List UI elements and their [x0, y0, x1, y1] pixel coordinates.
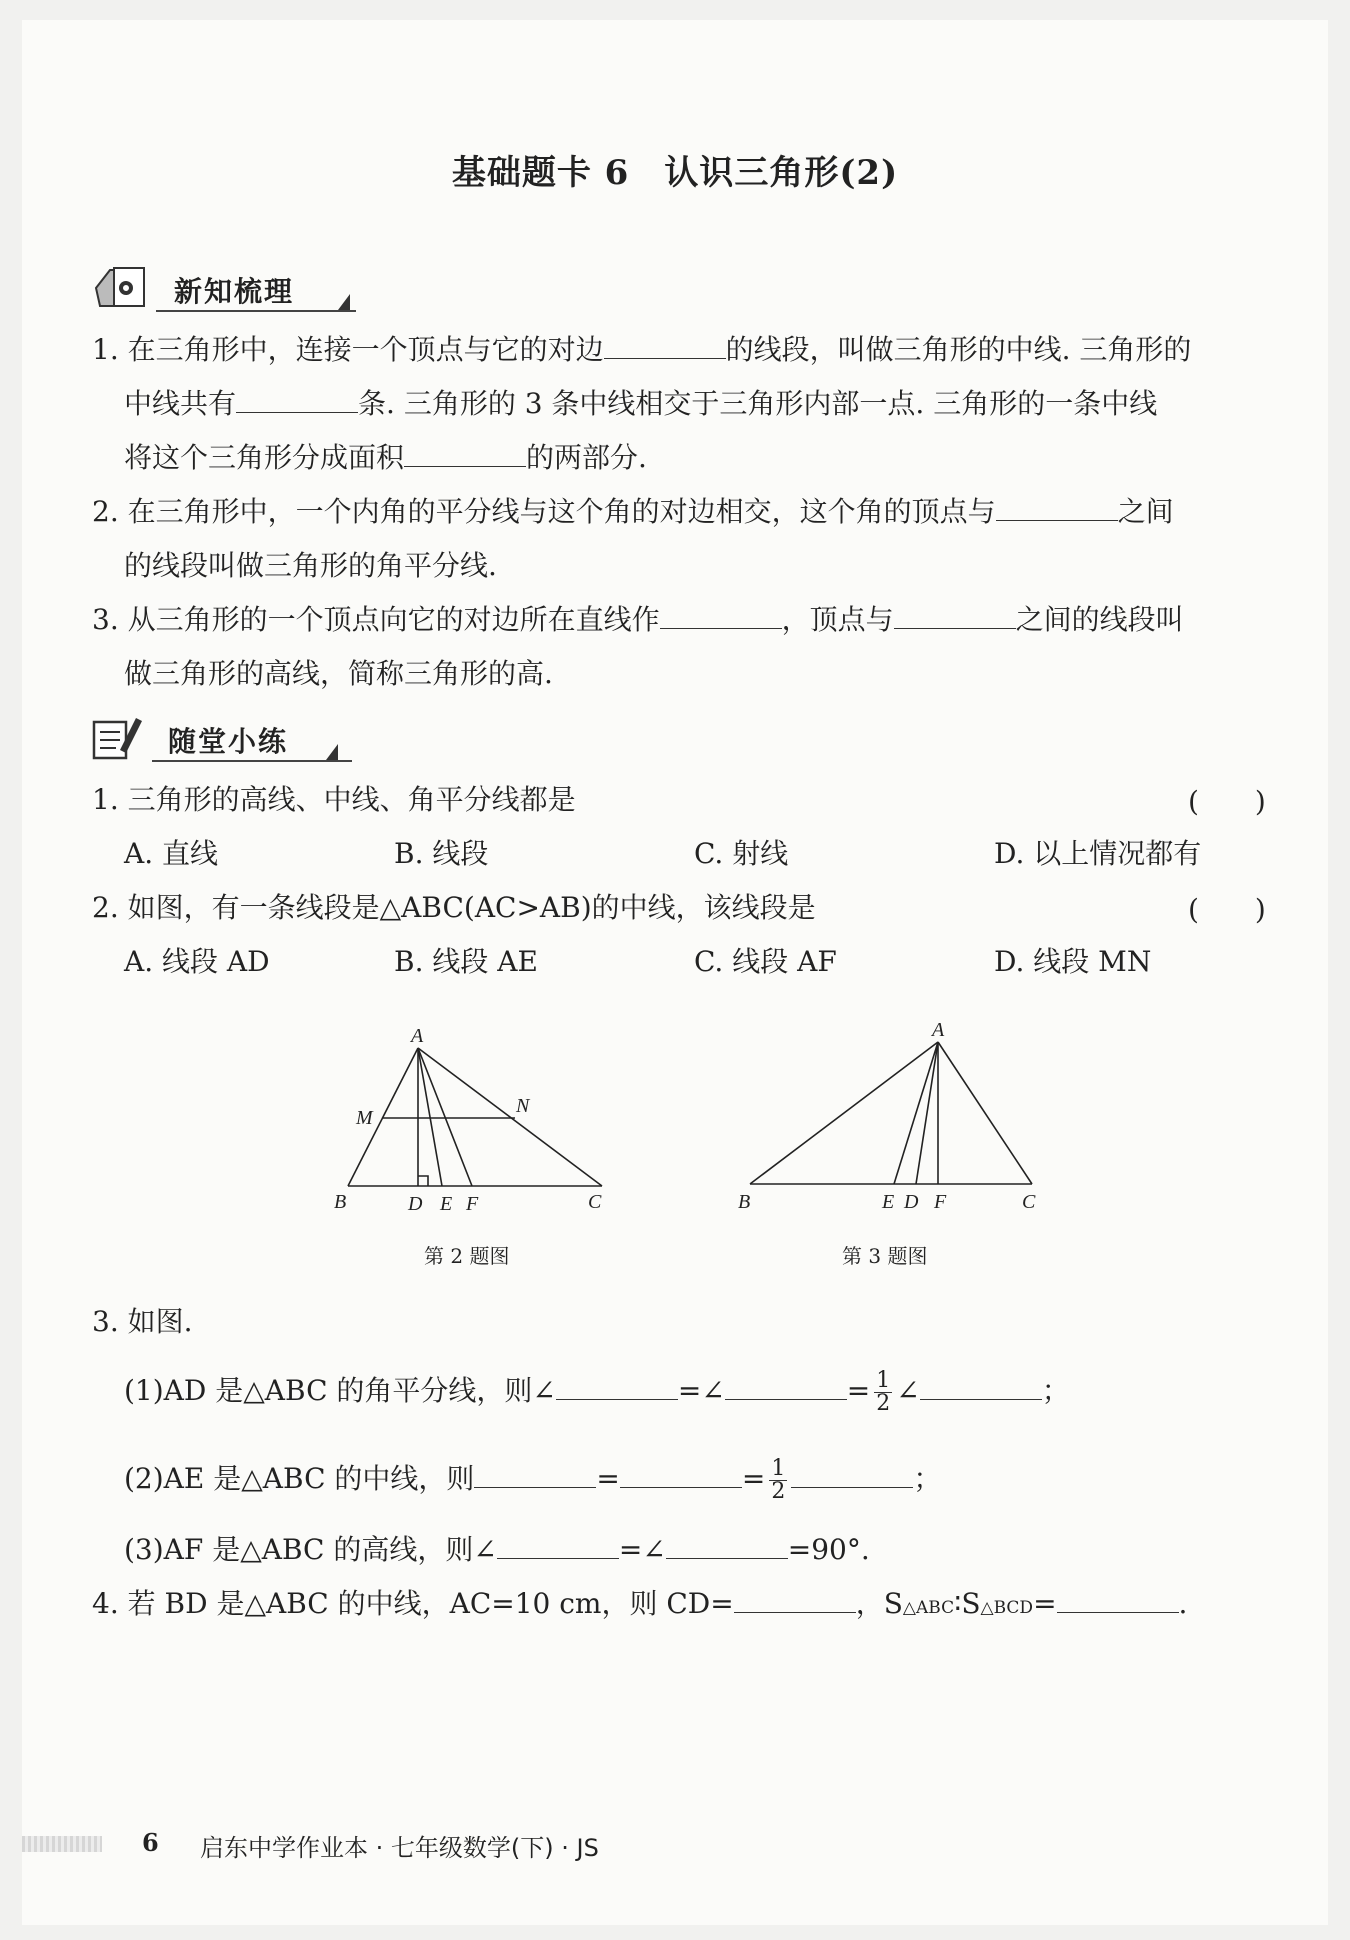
fig2-label-B: B	[334, 1191, 347, 1213]
fig3-label-A: A	[932, 1019, 945, 1041]
practice-q3-part1: (1)AD 是△ABC 的角平分线，则∠ =∠ = $\frac{1}{2}$ ∠ ；	[124, 1368, 1070, 1416]
answer-blank[interactable]	[474, 1459, 596, 1488]
answer-blank[interactable]	[894, 600, 1016, 629]
practice-q2-choice-c[interactable]: C. 线段 AF	[694, 945, 837, 978]
answer-blank[interactable]	[556, 1371, 678, 1400]
knowledge-q2-line2: 的线段叫做三角形的角平分线.	[124, 549, 497, 582]
practice-q2: 2. 如图，有一条线段是△ABC(AC>AB)的中线，该线段是	[92, 891, 816, 924]
fig3-label-F: F	[934, 1191, 947, 1213]
answer-blank[interactable]	[725, 1371, 847, 1400]
practice-q2-choice-b[interactable]: B. 线段 AE	[394, 945, 538, 978]
answer-blank[interactable]	[497, 1530, 619, 1559]
section-knowledge-title: 新知梳理	[174, 275, 295, 308]
fig2-label-N: N	[516, 1095, 530, 1117]
figure-q2-caption: 第 2 题图	[424, 1244, 510, 1268]
section-practice-header	[90, 712, 360, 766]
page-title: 基础题卡 6 认识三角形(2)	[451, 153, 899, 193]
section-practice-title: 随堂小练	[168, 725, 289, 758]
knowledge-q1-line3: 将这个三角形分成面积 的两部分.	[124, 438, 647, 478]
page-number: 6	[142, 1828, 159, 1857]
figure-q3-caption: 第 3 题图	[842, 1244, 928, 1268]
knowledge-q3-line2: 做三角形的高线，简称三角形的高.	[124, 657, 553, 690]
practice-q2-choice-a[interactable]: A. 线段 AD	[124, 945, 270, 978]
practice-q2-answer-paren[interactable]: ( )	[1188, 893, 1266, 926]
camera-book-icon	[92, 262, 154, 314]
fig2-label-E: E	[440, 1193, 453, 1215]
fig3-label-C: C	[1022, 1191, 1036, 1213]
practice-q1-choice-c[interactable]: C. 射线	[694, 837, 789, 870]
practice-q3: 3. 如图.	[92, 1305, 193, 1338]
fig3-label-B: B	[738, 1191, 751, 1213]
answer-blank[interactable]	[666, 1530, 788, 1559]
fig2-label-D: D	[408, 1193, 423, 1215]
fig2-label-M: M	[356, 1107, 373, 1129]
practice-q4: 4. 若 BD 是△ABC 的中线，AC=10 cm，则 CD= ，S△ABC∶S△BCD= .	[92, 1584, 1187, 1628]
fig2-label-F: F	[466, 1193, 479, 1215]
practice-q1: 1. 三角形的高线、中线、角平分线都是	[92, 783, 576, 816]
knowledge-q3-line1: 3. 从三角形的一个顶点向它的对边所在直线作 ，顶点与 之间的线段叫	[92, 600, 1184, 640]
answer-blank[interactable]	[604, 330, 726, 359]
practice-q3-part3: (3)AF 是△ABC 的高线，则∠ =∠ =90°.	[124, 1530, 870, 1570]
answer-blank[interactable]	[920, 1371, 1042, 1400]
book-title: 启东中学作业本 · 七年级数学(下) · JS	[200, 1834, 599, 1862]
practice-q3-part2: (2)AE 是△ABC 的中线，则 = = $\frac{1}{2}$ ；	[124, 1456, 942, 1504]
practice-q2-choice-d[interactable]: D. 线段 MN	[994, 945, 1152, 978]
footer-decoration	[22, 1836, 102, 1852]
figure-q3	[730, 1018, 1036, 1218]
answer-blank[interactable]	[404, 438, 526, 467]
practice-q1-choice-b[interactable]: B. 线段	[394, 837, 489, 870]
knowledge-q1-line1: 1. 在三角形中，连接一个顶点与它的对边 的线段，叫做三角形的中线. 三角形的	[92, 330, 1191, 370]
practice-q1-choice-a[interactable]: A. 直线	[124, 837, 219, 870]
practice-q1-answer-paren[interactable]: ( )	[1188, 785, 1266, 818]
notebook-pencil-icon	[90, 712, 146, 764]
answer-blank[interactable]	[734, 1584, 856, 1613]
answer-blank[interactable]	[660, 600, 782, 629]
fig3-label-E: E	[882, 1191, 895, 1213]
answer-blank[interactable]	[1057, 1584, 1179, 1613]
figure-q2	[322, 1018, 622, 1218]
fraction-one-half: $\frac{1}{2}$	[876, 1368, 891, 1416]
section-knowledge-header	[92, 262, 362, 316]
fig3-label-D: D	[904, 1191, 919, 1213]
fig2-label-C: C	[588, 1191, 602, 1213]
fraction-one-half: $\frac{1}{2}$	[771, 1456, 786, 1504]
knowledge-q1-line2: 中线共有 条. 三角形的 3 条中线相交于三角形内部一点. 三角形的一条中线	[124, 384, 1157, 424]
answer-blank[interactable]	[620, 1459, 742, 1488]
answer-blank[interactable]	[236, 384, 358, 413]
answer-blank[interactable]	[791, 1459, 913, 1488]
practice-q1-choice-d[interactable]: D. 以上情况都有	[994, 837, 1202, 870]
fig2-label-A: A	[411, 1025, 424, 1047]
answer-blank[interactable]	[996, 492, 1118, 521]
knowledge-q2-line1: 2. 在三角形中，一个内角的平分线与这个角的对边相交，这个角的顶点与 之间	[92, 492, 1174, 532]
